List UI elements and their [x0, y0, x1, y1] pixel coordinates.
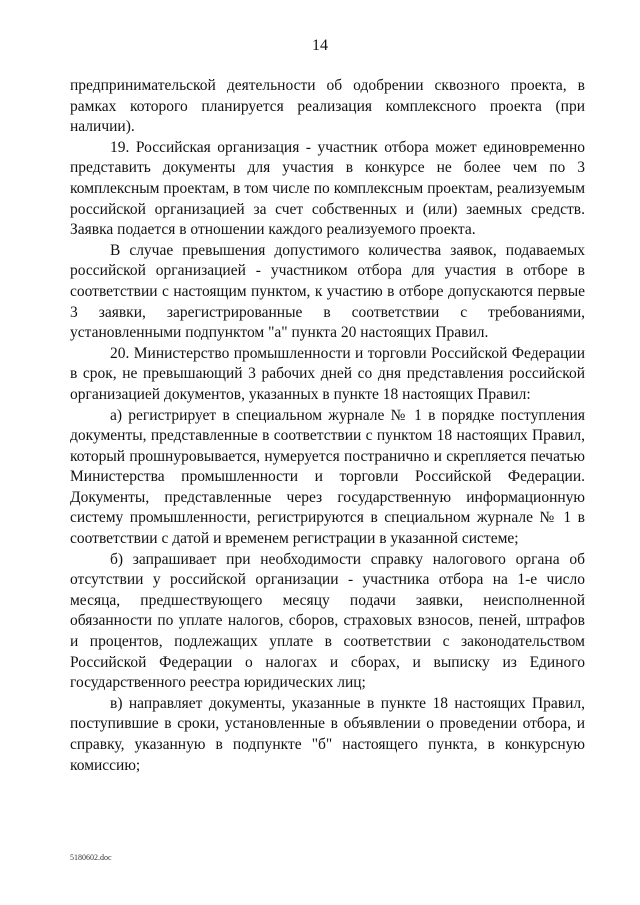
file-name-footer: 5180602.doc — [70, 853, 112, 862]
paragraph-19-excess: В случае превышения допустимого количества заявок, подаваемых российской организацией - участником отбора для участия в отборе в соответствии с настоящим пунктом, к участию в отборе допускаются первые 3 заявки, зарегистрированные в соответствии с требованиями, установленными подпунктом "а" пункта 20 настоящих Правил. — [70, 241, 585, 342]
paragraph-20-v: в) направляет документы, указанные в пункте 18 настоящих Правил, поступившие в сроки, установленные в объявлении о проведении отбора, и справку, указанную в подпункте "б" настоящего пункта, в конкурсную комиссию; — [70, 694, 585, 774]
paragraph-20-a: а) регистрирует в специальном журнале № 1 в порядке поступления документы, представленные в соответствии с пунктом 18 настоящих Правил, который прошнуровывается, нумеруется постранично и скрепляется печатью Министерства промышленности и торговли Российской Федерации. Документы, представленные через государственную информационную систему промышленности, регистрируются в специальном журнале № 1 в соответствии с датой и временем регистрации в указанной системе; — [70, 406, 585, 548]
document-body — [70, 76, 585, 776]
paragraph-20: 20. Министерство промышленности и торговли Российской Федерации в срок, не превышающий 3 рабочих дней со дня представления российской организацией документов, указанных в пункте 18 настоящих Правил: — [70, 344, 585, 403]
paragraph-20-b: б) запрашивает при необходимости справку налогового органа об отсутствии у российской организации - участника отбора на 1-е число месяца, предшествующего месяцу подачи заявки, неисполненной обязанности по уплате налогов, сборов, страховых взносов, пеней, штрафов и процентов, подлежащих уплате в соответствии с законодательством Российской Федерации о налогах и сборах, и выписку из Единого государственного реестра юридических лиц; — [70, 550, 585, 692]
page-number: 14 — [312, 37, 328, 54]
paragraph-continuation: предпринимательской деятельности об одобрении сквозного проекта, в рамках которого планируется реализация комплексного проекта (при наличии). — [70, 77, 585, 136]
paragraph-19: 19. Российская организация - участник отбора может единовременно представить документы для участия в конкурсе не более чем по 3 комплексным проектам, в том числе по комплексным проектам, реализуемым российской организацией за счет собственных и (или) заемных средств. Заявка подается в отношении каждого реализуемого проекта. — [70, 138, 585, 239]
